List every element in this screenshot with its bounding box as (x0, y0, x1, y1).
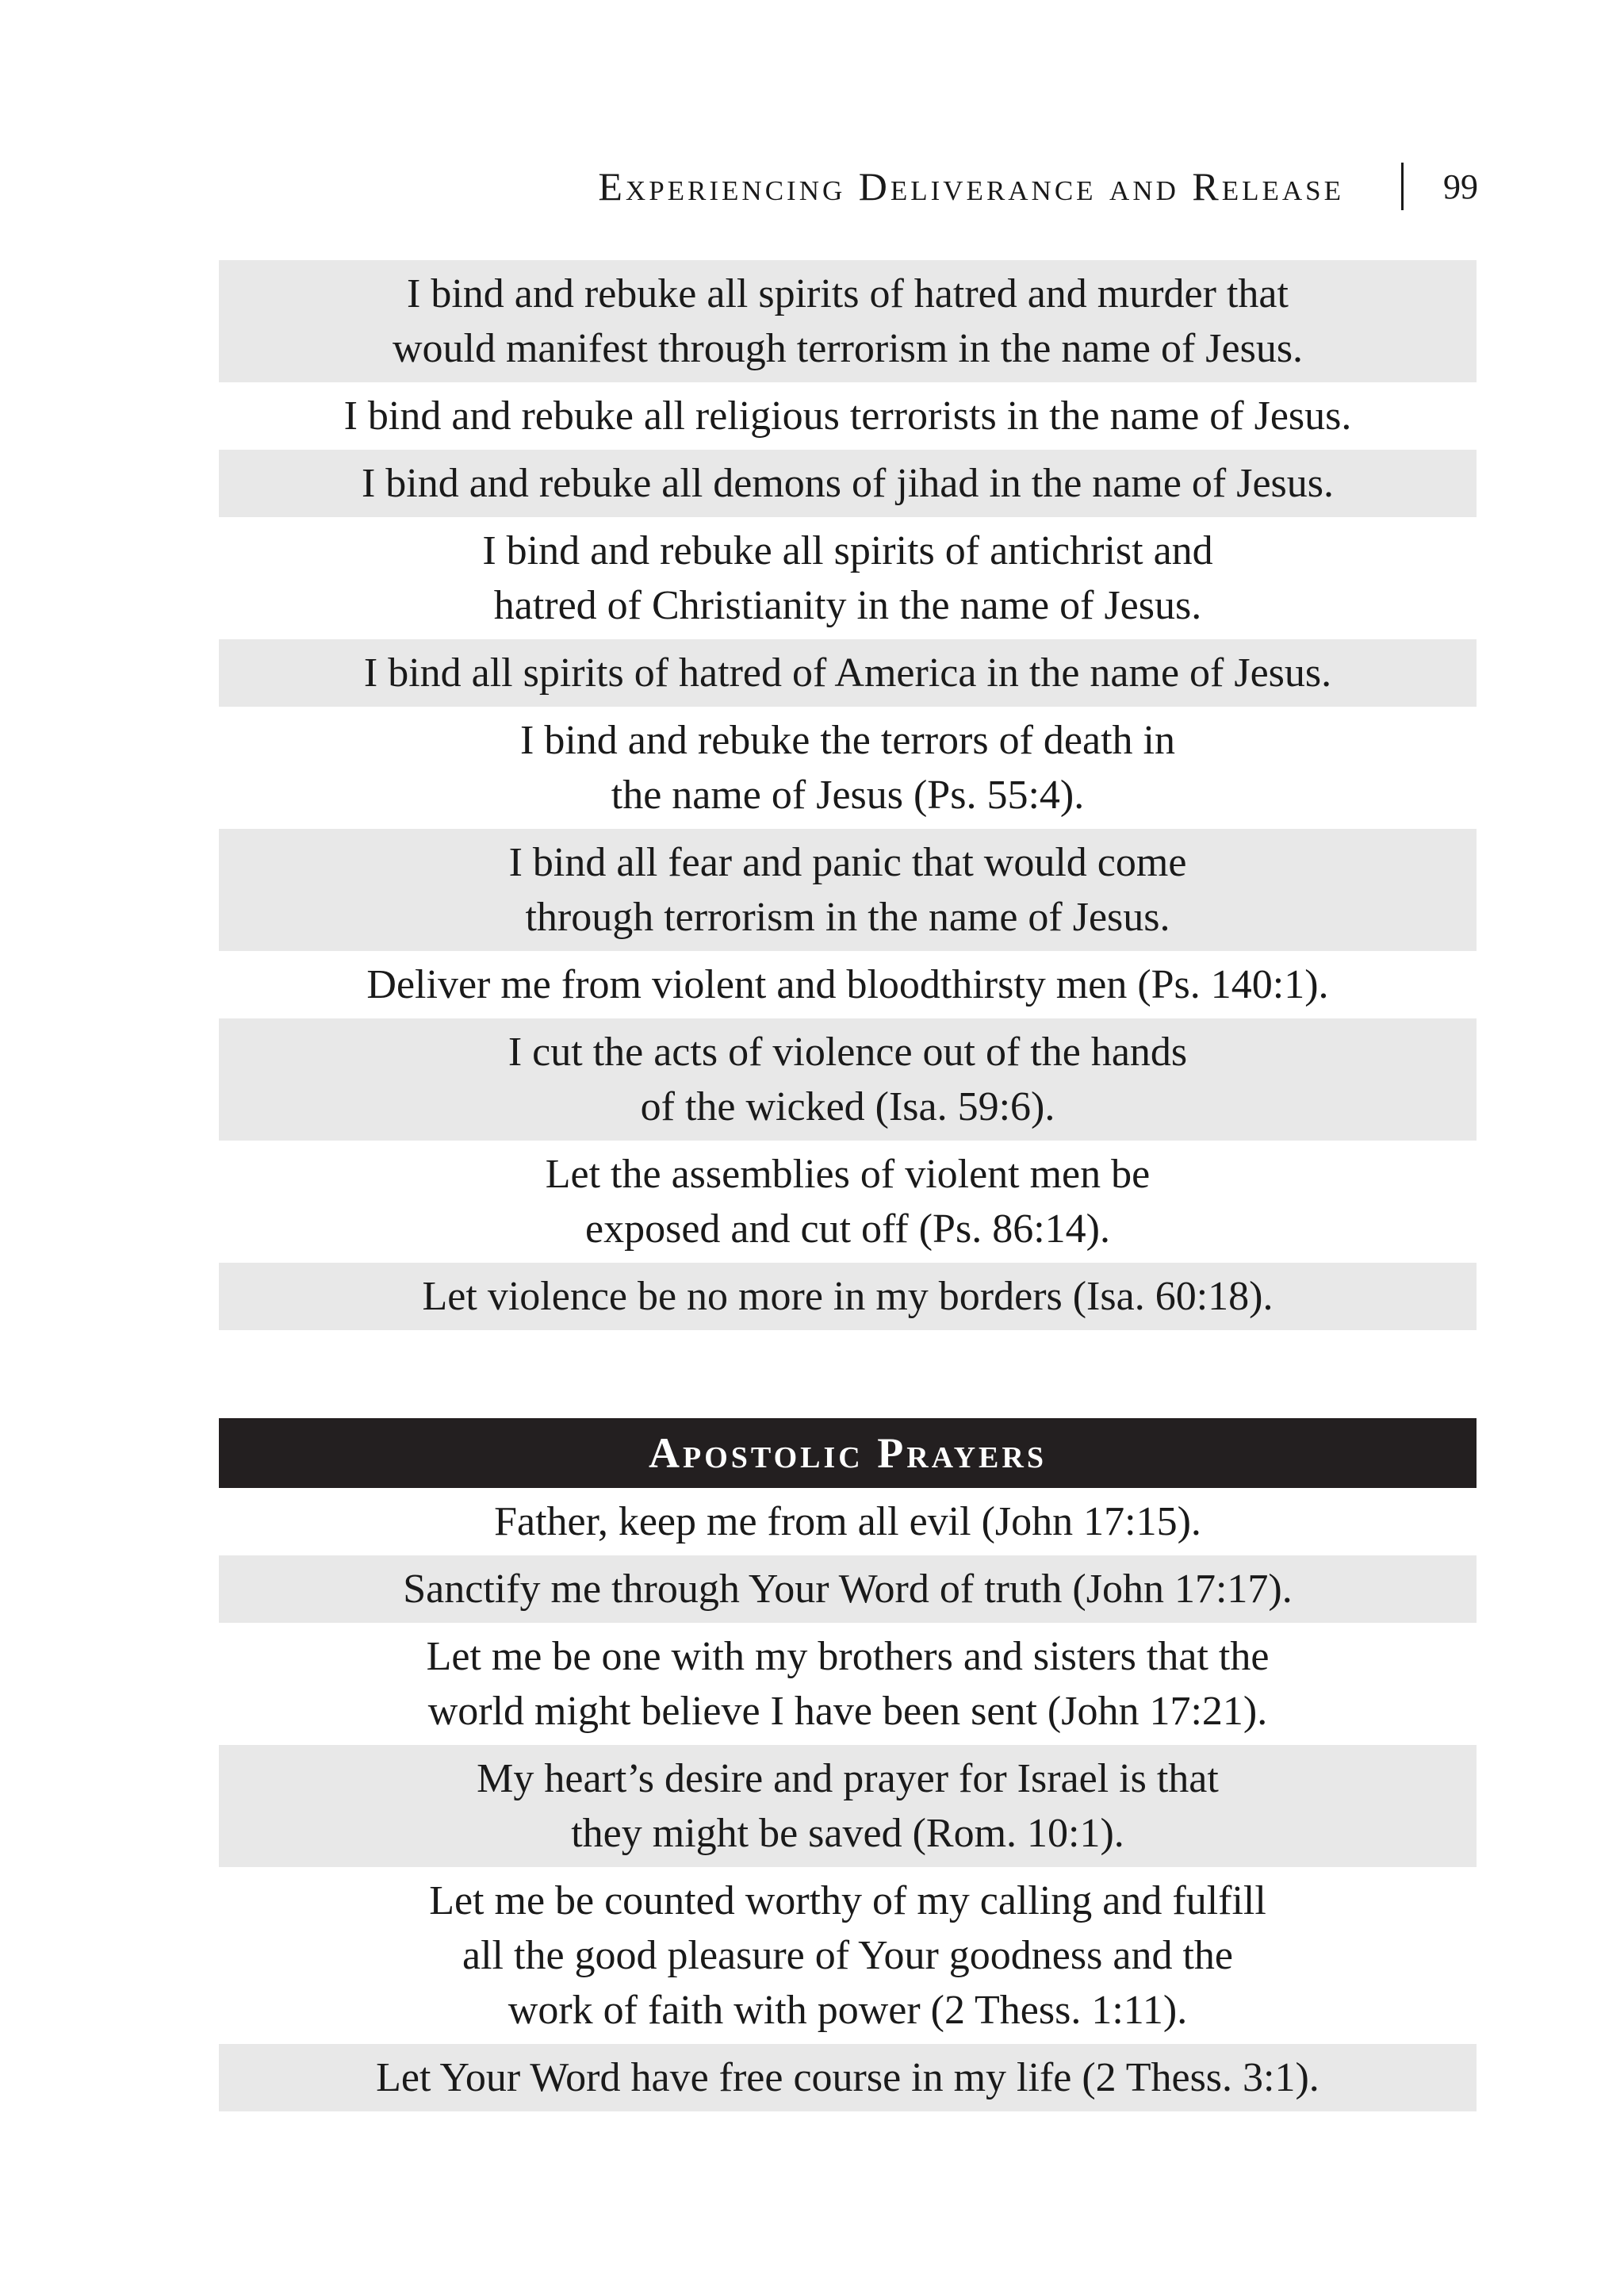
prayer-line: I bind all spirits of hatred of America in the name of Jesus. (363, 650, 1332, 696)
prayer-row (219, 1488, 1477, 1555)
prayer-line: I bind and rebuke all spirits of hatred and murder that (407, 271, 1289, 316)
prayer-line: exposed and cut off (Ps. 86:14). (585, 1206, 1110, 1252)
prayer-line: the name of Jesus (Ps. 55:4). (611, 773, 1085, 818)
prayer-row (219, 260, 1477, 382)
prayer-row (219, 382, 1477, 450)
prayer-line: Father, keep me from all evil (John 17:15). (494, 1499, 1201, 1544)
prayer-line: all the good pleasure of Your goodness and the (462, 1933, 1233, 1978)
prayer-line: of the wicked (Isa. 59:6). (640, 1084, 1055, 1129)
prayer-line: I bind and rebuke all spirits of antichrist and (482, 528, 1213, 573)
prayer-line: I cut the acts of violence out of the hands (508, 1030, 1188, 1075)
apostolic-prayers-section (219, 1418, 1477, 2111)
prayer-line: My heart’s desire and prayer for Israel is that (477, 1756, 1219, 1801)
section-header: Apostolic Prayers (219, 1418, 1477, 1488)
prayer-line: work of faith with power (2 Thess. 1:11). (508, 1988, 1188, 2033)
prayer-row (219, 1867, 1477, 2044)
prayer-row (219, 1555, 1477, 1623)
prayer-row (219, 1745, 1477, 1867)
prayer-row (219, 450, 1477, 517)
prayer-list-apostolic (219, 1488, 1477, 2111)
header-divider (1401, 163, 1404, 210)
prayer-row (219, 2044, 1477, 2111)
prayer-line: Let Your Word have free course in my life (2 Thess. 3:1). (376, 2055, 1320, 2100)
prayer-line: Deliver me from violent and bloodthirsty men (Ps. 140:1). (366, 962, 1329, 1007)
prayer-line: hatred of Christianity in the name of Jesus. (493, 583, 1202, 628)
prayer-line: Let me be counted worthy of my calling and fulfill (429, 1878, 1266, 1923)
prayer-line: Let the assemblies of violent men be (545, 1152, 1151, 1197)
prayer-row (219, 1018, 1477, 1141)
prayer-line: I bind and rebuke all religious terrorists in the name of Jesus. (343, 393, 1352, 439)
prayer-row (219, 1623, 1477, 1745)
prayer-row (219, 517, 1477, 639)
prayer-row (219, 829, 1477, 951)
prayer-line: would manifest through terrorism in the name of Jesus. (392, 326, 1304, 371)
page-number: 99 (1443, 167, 1478, 206)
prayer-line: through terrorism in the name of Jesus. (525, 895, 1170, 940)
prayer-row (219, 1141, 1477, 1263)
prayer-line: I bind all fear and panic that would come (508, 840, 1187, 885)
prayer-line: world might believe I have been sent (John 17:21). (427, 1689, 1268, 1734)
prayer-line: they might be saved (Rom. 10:1). (571, 1811, 1124, 1856)
prayer-row (219, 707, 1477, 829)
prayer-row (219, 1263, 1477, 1330)
prayer-row (219, 639, 1477, 707)
prayer-line: I bind and rebuke the terrors of death in (520, 718, 1175, 763)
prayer-line: Let me be one with my brothers and sisters that the (426, 1634, 1270, 1679)
running-title: Experiencing Deliverance and Release (598, 164, 1344, 209)
prayer-row (219, 951, 1477, 1018)
running-head (214, 155, 1483, 218)
prayer-line: Let violence be no more in my borders (Isa. 60:18). (422, 1274, 1274, 1319)
prayer-line: Sanctify me through Your Word of truth (John 17:17). (403, 1566, 1293, 1612)
prayer-list-warfare (219, 260, 1477, 1330)
prayer-line: I bind and rebuke all demons of jihad in the name of Jesus. (361, 461, 1335, 506)
